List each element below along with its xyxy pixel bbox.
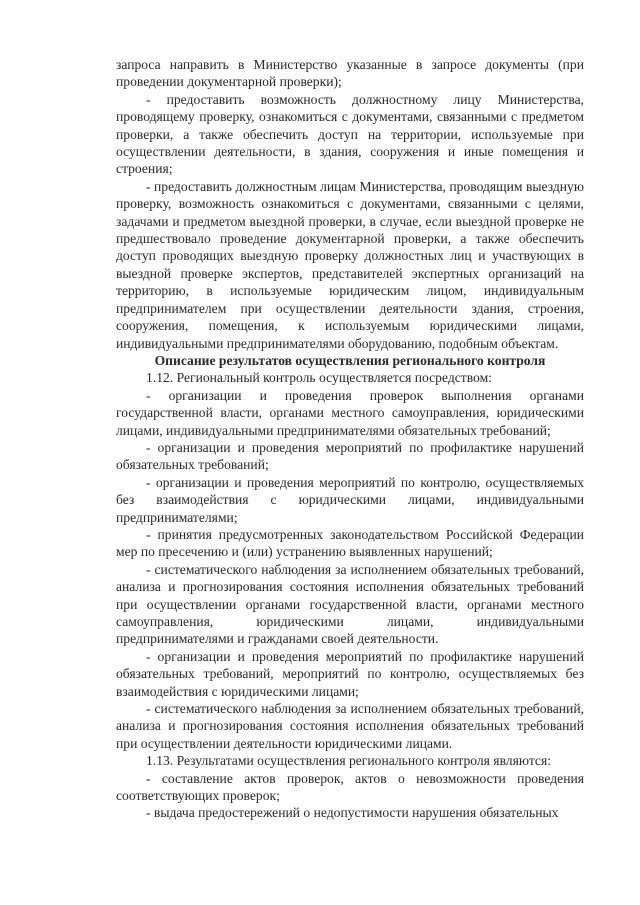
section-heading: Описание результатов осуществления регионального контроля <box>154 352 546 368</box>
paragraph-list-item: - предоставить должностным лицам Министерства, проводящим выездную проверку, возможность ознакомиться с документами, связанными с целями, задачами и предметом выездной проверки, в случае, если выездной проверке не предшествовало проведение документарной проверки, а также обеспечить доступ проводящих выездную проверку должностных лиц и участвующих в выездной проверке экспертов, представителей экспертных организаций на территорию, в используемые юридическим лицом, индивидуальным предпринимателем при осуществлении деятельности здания, строения, сооружения, помещения, к используемым юридическими лицами, индивидуальными предпринимателями оборудованию, подобным объектам. <box>116 178 584 351</box>
paragraph-list-item: - принятия предусмотренных законодательством Российской Федерации мер по пресечению и (или) устранению выявленных нарушений; <box>116 526 584 560</box>
paragraph-list-item: - организации и проведения мероприятий по профилактике нарушений обязательных требований, мероприятий по контролю, осуществляемых без взаимодействия с юридическими лицами; <box>116 648 584 699</box>
paragraph-list-item: - систематического наблюдения за исполнением обязательных требований, анализа и прогнозирования состояния исполнения обязательных требований при осуществлении деятельности юридическими лицами. <box>116 701 584 751</box>
paragraph-list-item: - систематического наблюдения за исполнением обязательных требований, анализа и прогнозирования состояния исполнения обязательных требований при осуществлении органами государственной власти, органами местного самоуправления, юридическими лицами, индивидуальными предпринимателями и гражданами своей деятельности. <box>116 561 584 647</box>
paragraph-list-item: - организации и проведения проверок выполнения органами государственной власти, органами местного самоуправления, юридическими лицами, индивидуальными предпринимателями обязательных требований; <box>116 387 584 438</box>
paragraph-list-item: - организации и проведения мероприятий по контролю, осуществляемых без взаимодействия с юридическими лицами, индивидуальными предпринимателями; <box>116 474 584 525</box>
paragraph-clause: 1.12. Региональный контроль осуществляется посредством: <box>146 370 492 386</box>
document-body <box>116 56 584 822</box>
paragraph-list-item: - организации и проведения мероприятий по профилактике нарушений обязательных требований; <box>116 439 584 473</box>
paragraph-continuation: запроса направить в Министерство указанные в запросе документы (при проведении документарной проверки); <box>116 57 584 90</box>
paragraph-list-item: - выдача предостережений о недопустимости нарушения обязательных <box>146 805 559 821</box>
paragraph-list-item: - составление актов проверок, актов о невозможности проведения соответствующих проверок; <box>116 770 584 804</box>
paragraph-list-item: - предоставить возможность должностному лицу Министерства, проводящему проверку, ознакомиться с документами, связанными с предметом проверки, а также обеспечить доступ на территории, используемые при осуществлении деятельности, в здания, сооружения и иные помещения и строения; <box>116 91 584 177</box>
paragraph-clause: 1.13. Результатами осуществления регионального контроля являются: <box>146 753 551 769</box>
